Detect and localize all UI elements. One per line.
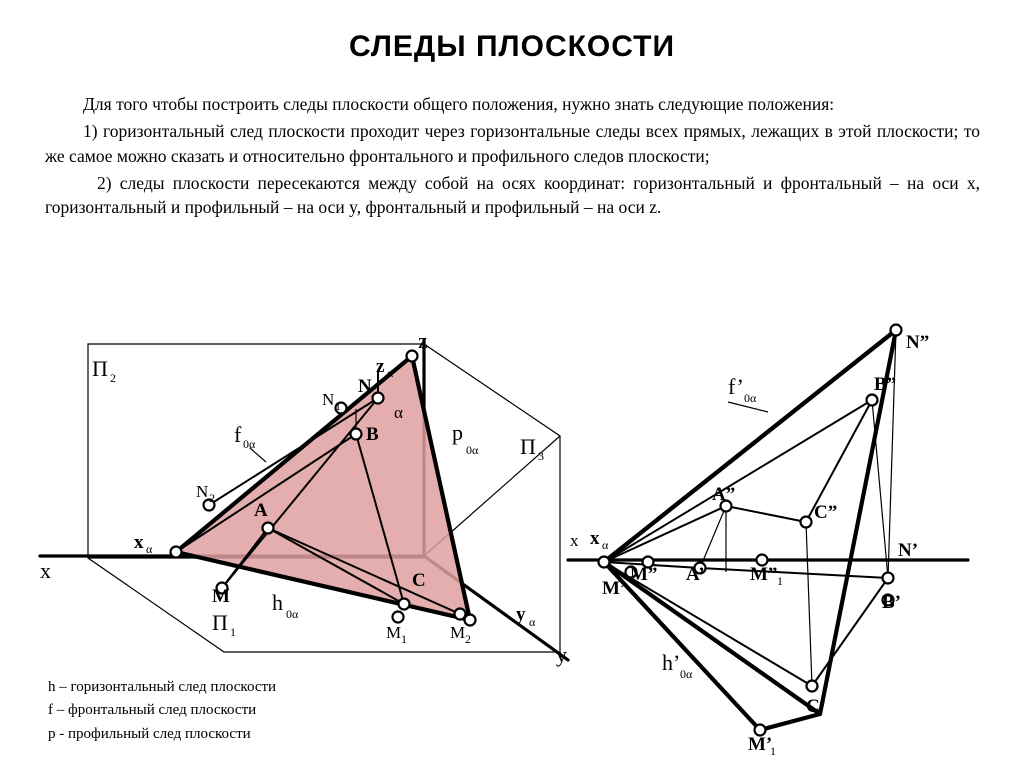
label-epure-N2: N”	[906, 332, 930, 353]
label-axis-y: y	[556, 642, 567, 667]
svg-text:3: 3	[538, 449, 544, 463]
svg-text:α: α	[387, 366, 394, 380]
label-point-M2: M	[450, 623, 466, 642]
point-M1	[393, 612, 404, 623]
label-epure-M1dbl: M”	[750, 564, 778, 585]
label-point-B: B	[366, 424, 379, 445]
label-plane-p2: П	[92, 356, 108, 381]
svg-text:0α: 0α	[744, 391, 757, 405]
label-epure-C1: C’	[806, 696, 827, 717]
label-epure-C2: C”	[814, 502, 838, 523]
label-trace-h: h	[272, 590, 283, 615]
svg-text:α: α	[146, 542, 153, 556]
svg-text:0α: 0α	[466, 443, 479, 457]
svg-text:1: 1	[777, 574, 783, 588]
label-epure-B1: B’	[882, 592, 901, 613]
legend-item-h: h – горизонтальный след плоскости	[48, 679, 277, 695]
point-B	[351, 429, 362, 440]
label-epure-M1p: M’	[748, 734, 773, 755]
svg-text:0α: 0α	[243, 437, 256, 451]
svg-text:1: 1	[770, 744, 776, 758]
svg-text:2: 2	[110, 371, 116, 385]
point-A	[263, 523, 274, 534]
label-axis-x: x	[40, 558, 51, 583]
label-plane-p1: П	[212, 610, 228, 635]
svg-text:α: α	[529, 615, 536, 629]
point-C2prime	[801, 517, 812, 528]
svg-text:0α: 0α	[680, 667, 693, 681]
point-z-alpha	[407, 351, 418, 362]
label-epure-A1: A’	[686, 564, 705, 585]
epure-outer-triangle	[604, 330, 896, 714]
label-point-x-alpha: x	[134, 532, 144, 553]
paragraph-intro: Для того чтобы построить следы плоскости общего положения, нужно знать следующие положения:	[83, 94, 835, 114]
label-point-N1: N	[322, 390, 335, 409]
label-epure-M1: M’	[602, 578, 627, 599]
legend-item-p: p - профильный след плоскости	[48, 725, 251, 742]
epure-trace-h	[604, 562, 760, 730]
label-trace-p: p	[452, 420, 463, 445]
label-point-M1: M	[386, 623, 402, 642]
label-point-N: N	[358, 376, 372, 397]
label-point-z-alpha: z	[376, 356, 385, 377]
paragraph-rule-1: 1) горизонтальный след плоскости проходит через горизонтальные следы всех прямых, лежащих в этой плоскости; то же самое можно сказать и относительно фронтального и профильного следов плоскости;	[45, 120, 980, 166]
label-trace-f: f	[234, 422, 242, 447]
label-epure-axis-x: x	[570, 531, 579, 550]
label-epure-A2: A”	[712, 484, 736, 505]
epure-group	[568, 325, 968, 759]
label-angle-alpha: α	[394, 403, 403, 422]
label-point-A: A	[254, 500, 268, 521]
paragraph-rule-2: 2) следы плоскости пересекаются между собой на осях координат: горизонтальный и фронтальный – на оси x, горизонтальный и профильный – на оси y, фронтальный и профильный – на оси z.	[45, 172, 980, 218]
label-epure-trace-h: h’	[662, 650, 681, 675]
svg-text:1: 1	[230, 625, 236, 639]
label-epure-x-alpha: x	[590, 528, 600, 549]
label-epure-B2: B”	[874, 374, 897, 395]
label-epure-N1: N’	[898, 540, 919, 561]
svg-text:α: α	[602, 538, 609, 552]
label-axis-z: z	[418, 328, 428, 353]
svg-text:0α: 0α	[286, 607, 299, 621]
point-B2prime	[867, 395, 878, 406]
point-M2	[455, 609, 466, 620]
label-point-y-alpha: y	[516, 604, 526, 625]
point-N2prime	[891, 325, 902, 336]
point-N	[373, 393, 384, 404]
svg-text:1: 1	[401, 632, 407, 646]
label-plane-p3: П	[520, 434, 536, 459]
epure-construction	[604, 330, 896, 686]
svg-text:1: 1	[335, 399, 341, 413]
label-point-C: C	[412, 570, 426, 591]
point-x-alpha	[171, 547, 182, 558]
label-epure-trace-f: f’	[728, 374, 744, 399]
point-Cprime	[807, 681, 818, 692]
page-title: СЛЕДЫ ПЛОСКОСТИ	[348, 30, 676, 63]
label-point-M: M	[212, 586, 230, 607]
svg-text:2: 2	[465, 632, 471, 646]
label-point-N2: N	[196, 482, 209, 501]
label-epure-M2: M”	[630, 564, 658, 585]
svg-text:2: 2	[209, 491, 215, 505]
point-x-alpha-epure	[599, 557, 610, 568]
point-Nprime	[883, 573, 894, 584]
point-C	[399, 599, 410, 610]
legend-item-f: f – фронтальный след плоскости	[48, 702, 257, 719]
